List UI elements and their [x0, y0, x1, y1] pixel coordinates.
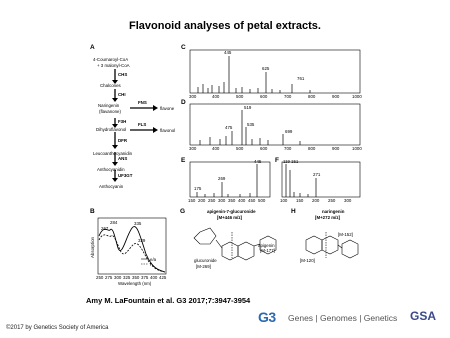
- enzyme-dfr: DFR: [118, 138, 128, 143]
- svg-text:400: 400: [212, 94, 220, 99]
- c-peak-761: 761: [297, 76, 305, 81]
- panel-g-label: G: [180, 208, 186, 215]
- svg-text:600: 600: [260, 94, 268, 99]
- b-xlabel: Wavelength (nm): [118, 281, 152, 286]
- panel-f-frame: [282, 162, 360, 197]
- svg-text:1000: 1000: [352, 146, 362, 151]
- svg-text:150: 150: [188, 198, 196, 203]
- svg-text:150: 150: [296, 198, 304, 203]
- panel-c-frame: [190, 50, 360, 93]
- panel-d-peaks: [200, 110, 300, 145]
- enzyme-ans: ANS: [118, 156, 128, 161]
- compound-naringenin: Naringenin: [98, 103, 120, 108]
- svg-text:375: 375: [141, 275, 149, 280]
- compound-dihydroflavonol: Dihydroflavonol: [96, 127, 127, 132]
- svg-text:300: 300: [189, 94, 197, 99]
- d-peak-699: 699: [285, 129, 293, 134]
- panel-d-frame: [190, 104, 360, 145]
- enzyme-fls: FLS: [138, 122, 147, 127]
- svg-text:900: 900: [332, 146, 340, 151]
- start-compound-1: 4-Coumaroyl-CoA: [93, 57, 129, 62]
- g-frag2-mass: [M-269]: [196, 264, 211, 269]
- g-frag1-mass: [M-177]: [260, 248, 275, 253]
- h-frag1: [M-152]: [338, 232, 353, 237]
- figure-title: Flavonoid analyses of petal extracts.: [129, 20, 321, 32]
- enzyme-chs: CHS: [118, 72, 128, 77]
- g-frag1-name: apigenin: [258, 243, 275, 248]
- panel-e-frame: [190, 162, 270, 197]
- c-peak-445: 445: [224, 50, 232, 55]
- gsa-logo: GSA: [410, 309, 437, 323]
- start-compound-2: + 3 malonyl-CoA: [97, 63, 130, 68]
- svg-text:300: 300: [218, 198, 226, 203]
- citation: Amy M. LaFountain et al. G3 2017;7:3947-3954: [86, 296, 251, 305]
- panel-c-peaks: [198, 56, 310, 93]
- d-peak-519: 519: [244, 105, 252, 110]
- peak-267: 267: [101, 226, 109, 231]
- panel-e-label: E: [181, 157, 186, 164]
- svg-text:300: 300: [344, 198, 352, 203]
- svg-text:800: 800: [308, 94, 316, 99]
- svg-text:250: 250: [96, 275, 104, 280]
- legend-f: f: [150, 262, 152, 267]
- h-compound-name: naringenin: [322, 209, 345, 214]
- g-frag2-name: glucuronide: [194, 258, 217, 263]
- c-peak-625: 625: [262, 66, 270, 71]
- peak-329: 329: [138, 238, 146, 243]
- svg-text:400: 400: [150, 275, 158, 280]
- svg-text:400: 400: [238, 198, 246, 203]
- svg-text:350: 350: [132, 275, 140, 280]
- svg-text:500: 500: [258, 198, 266, 203]
- e-peak-269: 269: [218, 176, 226, 181]
- e-peak-445: 445: [254, 159, 262, 164]
- peak-284: 284: [110, 220, 118, 225]
- compound-chalcones: Chalcones: [100, 83, 121, 88]
- compound-anthocyanin: Anthocyanin: [99, 184, 124, 189]
- svg-text:500: 500: [236, 94, 244, 99]
- panel-c-label: C: [181, 44, 186, 51]
- enzyme-fns: FNS: [138, 100, 147, 105]
- enzyme-uf3gt: UF3GT: [118, 173, 133, 178]
- compound-flavone: flavone: [160, 106, 175, 111]
- svg-text:1000: 1000: [352, 94, 362, 99]
- panel-f-label: F: [275, 157, 279, 164]
- legend-e-a: e/a: [150, 257, 157, 262]
- h-frag2: [M-120]: [300, 258, 315, 263]
- svg-text:200: 200: [198, 198, 206, 203]
- panel-d-label: D: [181, 99, 186, 106]
- d-peak-535: 535: [247, 122, 255, 127]
- copyright: ©2017 by Genetics Society of America: [6, 325, 109, 331]
- h-mz: [M+272 m/z]: [315, 215, 341, 220]
- svg-text:400: 400: [212, 146, 220, 151]
- svg-text:100: 100: [280, 198, 288, 203]
- svg-text:600: 600: [260, 146, 268, 151]
- panel-e-peaks: [197, 164, 257, 197]
- svg-text:250: 250: [328, 198, 336, 203]
- enzyme-f3h: F3H: [118, 119, 127, 124]
- svg-text:800: 800: [308, 146, 316, 151]
- e-peak-175: 175: [194, 186, 202, 191]
- b-ylabel: Absorption: [90, 237, 95, 258]
- compound-flavonol: flavonol: [160, 128, 176, 133]
- svg-text:300: 300: [189, 146, 197, 151]
- spectrum-solid: [99, 227, 165, 272]
- panel-f-peaks: [286, 164, 316, 197]
- panel-a-label: A: [90, 44, 95, 51]
- svg-text:425: 425: [159, 275, 167, 280]
- svg-text:700: 700: [284, 146, 292, 151]
- d-peak-475: 475: [225, 125, 233, 130]
- f-peak-119: 119: [283, 159, 290, 164]
- f-peak-271: 271: [313, 172, 321, 177]
- f-peak-151: 151: [291, 159, 299, 164]
- svg-text:450: 450: [248, 198, 256, 203]
- svg-text:350: 350: [228, 198, 236, 203]
- svg-text:900: 900: [332, 94, 340, 99]
- enzyme-chi: CHI: [118, 92, 126, 97]
- svg-text:500: 500: [236, 146, 244, 151]
- spectrum-dashed: [99, 235, 165, 272]
- svg-text:275: 275: [105, 275, 113, 280]
- compound-anthocyanidin: Anthocyanidin: [97, 167, 125, 172]
- journal-tagline: Genes | Genomes | Genetics: [288, 313, 398, 323]
- compound-leucoanthocyanidin: Leucoanthocyanidin: [93, 151, 133, 156]
- g3-logo: G3: [258, 309, 276, 325]
- svg-text:700: 700: [284, 94, 292, 99]
- g-compound-name: apigenin-7-glucuronide: [207, 209, 256, 214]
- peak-335: 335: [134, 221, 142, 226]
- svg-text:325: 325: [123, 275, 131, 280]
- panel-b-label: B: [90, 208, 95, 215]
- svg-text:200: 200: [312, 198, 320, 203]
- svg-text:250: 250: [208, 198, 216, 203]
- svg-text:300: 300: [114, 275, 122, 280]
- g-mz: [M+446 m/z]: [217, 215, 243, 220]
- panel-h-label: H: [291, 208, 296, 215]
- compound-flavanone: (flavanone): [99, 109, 121, 114]
